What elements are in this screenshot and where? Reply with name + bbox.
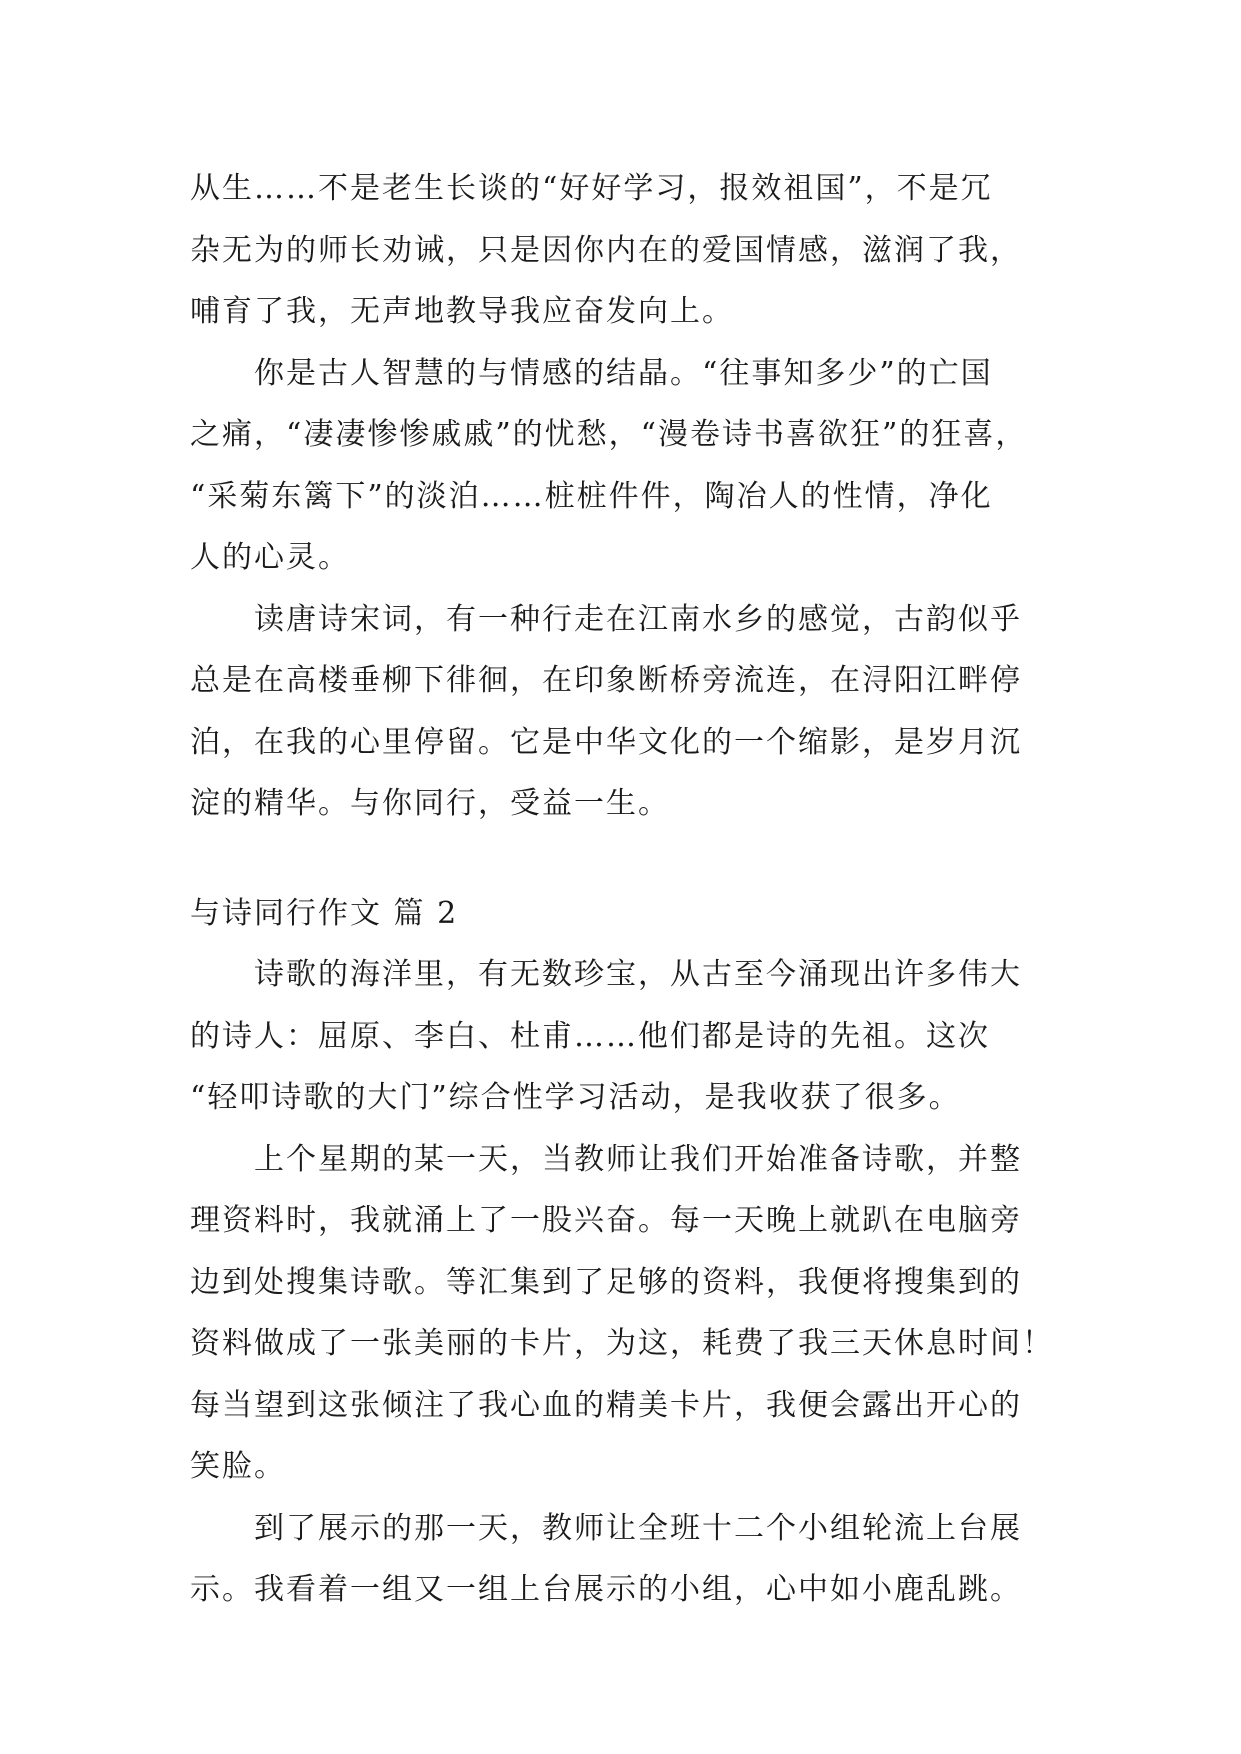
text-line: 的诗人：屈原、李白、杜甫……他们都是诗的先祖。这次 (190, 1018, 990, 1054)
text-line: 上个星期的某一天，当教师让我们开始准备诗歌，并整 (254, 1141, 1022, 1177)
text-line: 你是古人智慧的与情感的结晶。“往事知多少”的亡国 (254, 355, 993, 391)
document-page (190, 158, 1070, 1621)
body-part-2 (190, 944, 1070, 1621)
text-line: 诗歌的海洋里，有无数珍宝，从古至今涌现出许多伟大 (254, 957, 1022, 992)
text-line: “采菊东篱下”的淡泊……桩桩件件，陶冶人的性情，净化 (190, 478, 993, 514)
text-line: 每当望到这张倾注了我心血的精美卡片，我便会露出开心的 (190, 1387, 1022, 1423)
text-line: 边到处搜集诗歌。等汇集到了足够的资料，我便将搜集到的 (190, 1264, 1022, 1300)
paragraph (190, 1129, 1070, 1498)
paragraph (190, 589, 1070, 835)
text-line: 哺育了我，无声地教导我应奋发向上。 (190, 294, 734, 329)
body-part-1 (190, 158, 1070, 835)
paragraph (190, 158, 1070, 343)
text-line: 资料做成了一张美丽的卡片，为这，耗费了我三天休息时间！ (190, 1326, 1054, 1361)
text-line: 总是在高楼垂柳下徘徊，在印象断桥旁流连，在浔阳江畔停 (190, 663, 1022, 698)
text-line: 到了展示的那一天，教师让全班十二个小组轮流上台展 (254, 1510, 1022, 1546)
text-line: 泊，在我的心里停留。它是中华文化的一个缩影，是岁月沉 (190, 724, 1022, 760)
text-line: 理资料时，我就涌上了一股兴奋。每一天晚上就趴在电脑旁 (190, 1203, 1022, 1238)
text-line: 人的心灵。 (190, 540, 350, 575)
paragraph (190, 1498, 1070, 1621)
text-line: 杂无为的师长劝诫，只是因你内在的爱国情感，滋润了我， (190, 232, 1022, 268)
text-line: 淀的精华。与你同行，受益一生。 (190, 786, 670, 821)
text-line: 之痛，“凄凄惨惨戚戚”的忧愁，“漫卷诗书喜欲狂”的狂喜， (190, 417, 1028, 452)
text-line: “轻叩诗歌的大门”综合性学习活动，是我收获了很多。 (190, 1080, 961, 1115)
text-line: 笑脸。 (190, 1449, 286, 1484)
section-title: 与诗同行作文 篇 2 (190, 895, 459, 931)
paragraph (190, 343, 1070, 589)
text-line: 示。我看着一组又一组上台展示的小组，心中如小鹿乱跳。 (190, 1572, 1022, 1607)
paragraph (190, 944, 1070, 1129)
text-line: 读唐诗宋词，有一种行走在江南水乡的感觉，古韵似乎 (254, 601, 1022, 637)
section-gap (190, 835, 1070, 883)
text-line: 从生……不是老生长谈的“好好学习，报效祖国”，不是冗 (190, 171, 993, 206)
